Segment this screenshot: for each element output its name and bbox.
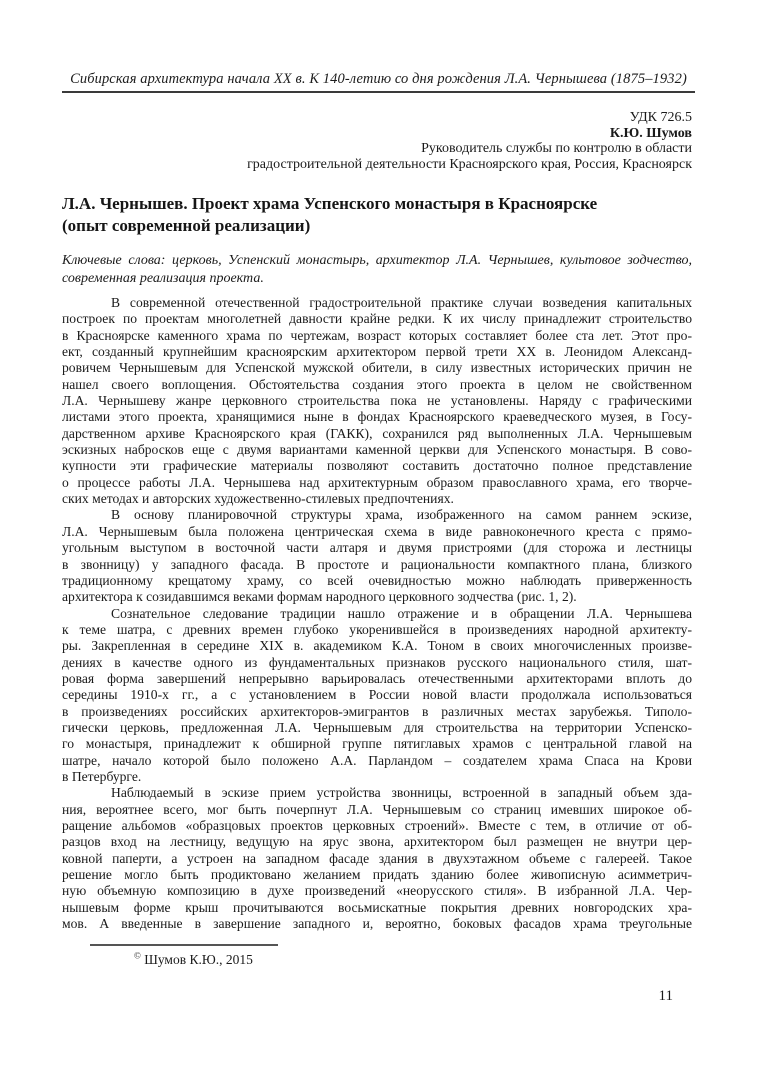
body-line: в произведениях российских архитекторов-эмигрантов в различных местах зарубежья. Типоло-	[62, 703, 692, 719]
body-line: нашел своего воплощения. Обстоятельства создания этого проекта в целом не свойственном	[62, 376, 692, 392]
body-line: ры. Закрепленная в середине XIX в. академиком К.А. Тоном в своих многочисленных произве-	[62, 638, 692, 654]
body-line: нышевым форме крыш прочитываются восьмискатные покрытия древних новгородских хра-	[62, 899, 692, 915]
paragraph	[62, 785, 692, 932]
body-line: ращение альбомов «образцовых проектов церковных строений». Вместе с тем, в отличие от об-	[62, 818, 692, 833]
paragraph	[62, 507, 692, 605]
body-line: Л.А. Чернышевым была положена центрическая схема в виде равноконечного креста с прямо-	[62, 523, 692, 539]
footnote-text: Шумов К.Ю., 2015	[140, 952, 253, 967]
body-line: традиционному крещатому храму, со всей очевидностью можно наблюдать приверженность	[62, 572, 692, 588]
body-line: угольным выступом в восточной части алтаря и двумя пристроями (для сторожа и лестницы	[62, 540, 692, 556]
author-affiliation-line2: градостроительной деятельности Красноярского края, Россия, Красноярск	[247, 156, 692, 172]
body-line: листами этого проекта, хранящимися ныне в фондах Красноярского краеведческого музея, в Госу-	[62, 409, 692, 425]
body-line: го монастыря, принадлежит к обширной группе пятиглавых храмов с центральной главой на	[62, 736, 692, 752]
body-line: ект, созданный крупнейшим красноярским архитектором первой трети XX в. Леонидом Александ-	[62, 344, 692, 360]
body-line: в звонницу) у западного фасада. В простоте и рациональности компактного плана, близкого	[62, 556, 692, 572]
body-line: решение могло быть продиктовано желанием придать зданию более живописную асимметрич-	[62, 867, 692, 883]
article-body	[62, 295, 692, 932]
paragraph	[62, 606, 692, 786]
body-line: ских методах и авторских художественно-стилевых предпочтениях.	[62, 491, 454, 507]
body-line: ную объемную композицию в духе произведений «неорусского стиля». В избранной Л.А. Чер-	[62, 883, 692, 899]
body-line: архитектора к созидавшимся веками формам народного церковного зодчества (рис. 1, 2).	[62, 589, 577, 605]
article-title	[62, 193, 692, 236]
body-line: Л.А. Чернышеву жанре церковного строительства пока не установлены. Наряду с графическими	[62, 393, 692, 409]
article-title-line2: (опыт современной реализации)	[62, 215, 311, 235]
keywords-line: современная реализация проекта.	[62, 270, 264, 286]
body-line: ровая форма завершений непрерывно варьировалась отечественными архитекторами вплоть до	[62, 670, 692, 686]
page-number: 11	[658, 988, 673, 1004]
article-title-line1: Л.А. Чернышев. Проект храма Успенского монастыря в Красноярске	[62, 194, 598, 213]
body-line: шатре, начало которой было положено А.А. Парландом – создателем храма Спаса на Крови	[62, 752, 692, 768]
udc-number: УДК 726.5	[629, 110, 692, 125]
body-line: в Петербурге.	[62, 768, 142, 784]
body-line: к теме шатра, с древних времен глубоко укоренившейся в произведениях народной архитекту-	[62, 621, 692, 637]
body-line: ковной паперти, а устроен на западном фасаде здания в двухэтажном объеме с галереей. Такое	[62, 850, 692, 866]
header-rule	[62, 91, 695, 93]
footnote	[62, 951, 462, 968]
body-line: купности эти графические материалы позволяют составить достаточно полное представление	[62, 458, 692, 474]
body-line: Наблюдаемый в эскизе прием устройства звонницы, встроенной в западный объем зда-	[111, 785, 692, 801]
body-line: дениях в качестве одного из фундаментальных признаков русского национального стиля, шат-	[62, 654, 692, 670]
body-line: ровичем Чернышевым для Успенской мужской обители, в силу известных исторических причин не	[62, 360, 692, 376]
footnote-marker: ©	[134, 950, 141, 961]
body-line: эскизных набросков еще с двумя вариантами каменной церкви для Успенского монастыря. В сово-	[62, 442, 692, 458]
body-line: Сознательное следование традиции нашло отражение и в обращении Л.А. Чернышева	[111, 605, 692, 621]
author-affiliation-line1: Руководитель службы по контролю в области	[421, 141, 692, 157]
body-line: В основу планировочной структуры храма, изображенного на самом раннем эскизе,	[111, 507, 692, 523]
body-line: о процессе работы Л.А. Чернышева над архитектурным образом православного храма, его творче-	[62, 474, 692, 490]
body-line: в Красноярске каменного храма по чертежам, возраст которых составляет более ста лет. Этот про-	[62, 327, 692, 343]
keywords-block	[62, 252, 692, 287]
author-name: К.Ю. Шумов	[609, 125, 692, 141]
body-line: построек по проектам многолетней давности крайне редки. К их числу принадлежит строительство	[62, 311, 692, 327]
body-line: гически церковь, предложенная Л.А. Чернышевым для строительства на территории Успенско-	[62, 719, 692, 735]
body-line: разцов вход на лестницу, ведущую на ярус звона, архитектором был размещен не внутри цер-	[62, 834, 692, 850]
footnote-rule	[90, 944, 278, 946]
meta-block	[62, 110, 692, 172]
body-line: ния, вероятнее всего, мог быть почерпнут Л.А. Чернышевым со страниц имевших широкое об-	[62, 801, 692, 817]
running-head: Сибирская архитектура начала XX в. К 140-летию со дня рождения Л.А. Чернышева (1875–1932)	[70, 71, 687, 87]
keywords-line: Ключевые слова: церковь, Успенский монастырь, архитектор Л.А. Чернышев, культовое зодчество,	[62, 253, 692, 268]
paragraph	[62, 295, 692, 507]
body-line: дарственном архиве Красноярского края (ГАКК), сохранился ряд выполненных Л.А. Чернышевым	[62, 425, 692, 441]
body-line: В современной отечественной градостроительной практике случаи возведения капитальных	[111, 295, 692, 310]
body-line: мов. А введенные в завершение западного и, вероятно, боковых фасадов храма треугольные	[62, 916, 692, 932]
body-line: середины 1910-х гг., а с установлением в России новой власти продолжала использоваться	[62, 687, 692, 703]
